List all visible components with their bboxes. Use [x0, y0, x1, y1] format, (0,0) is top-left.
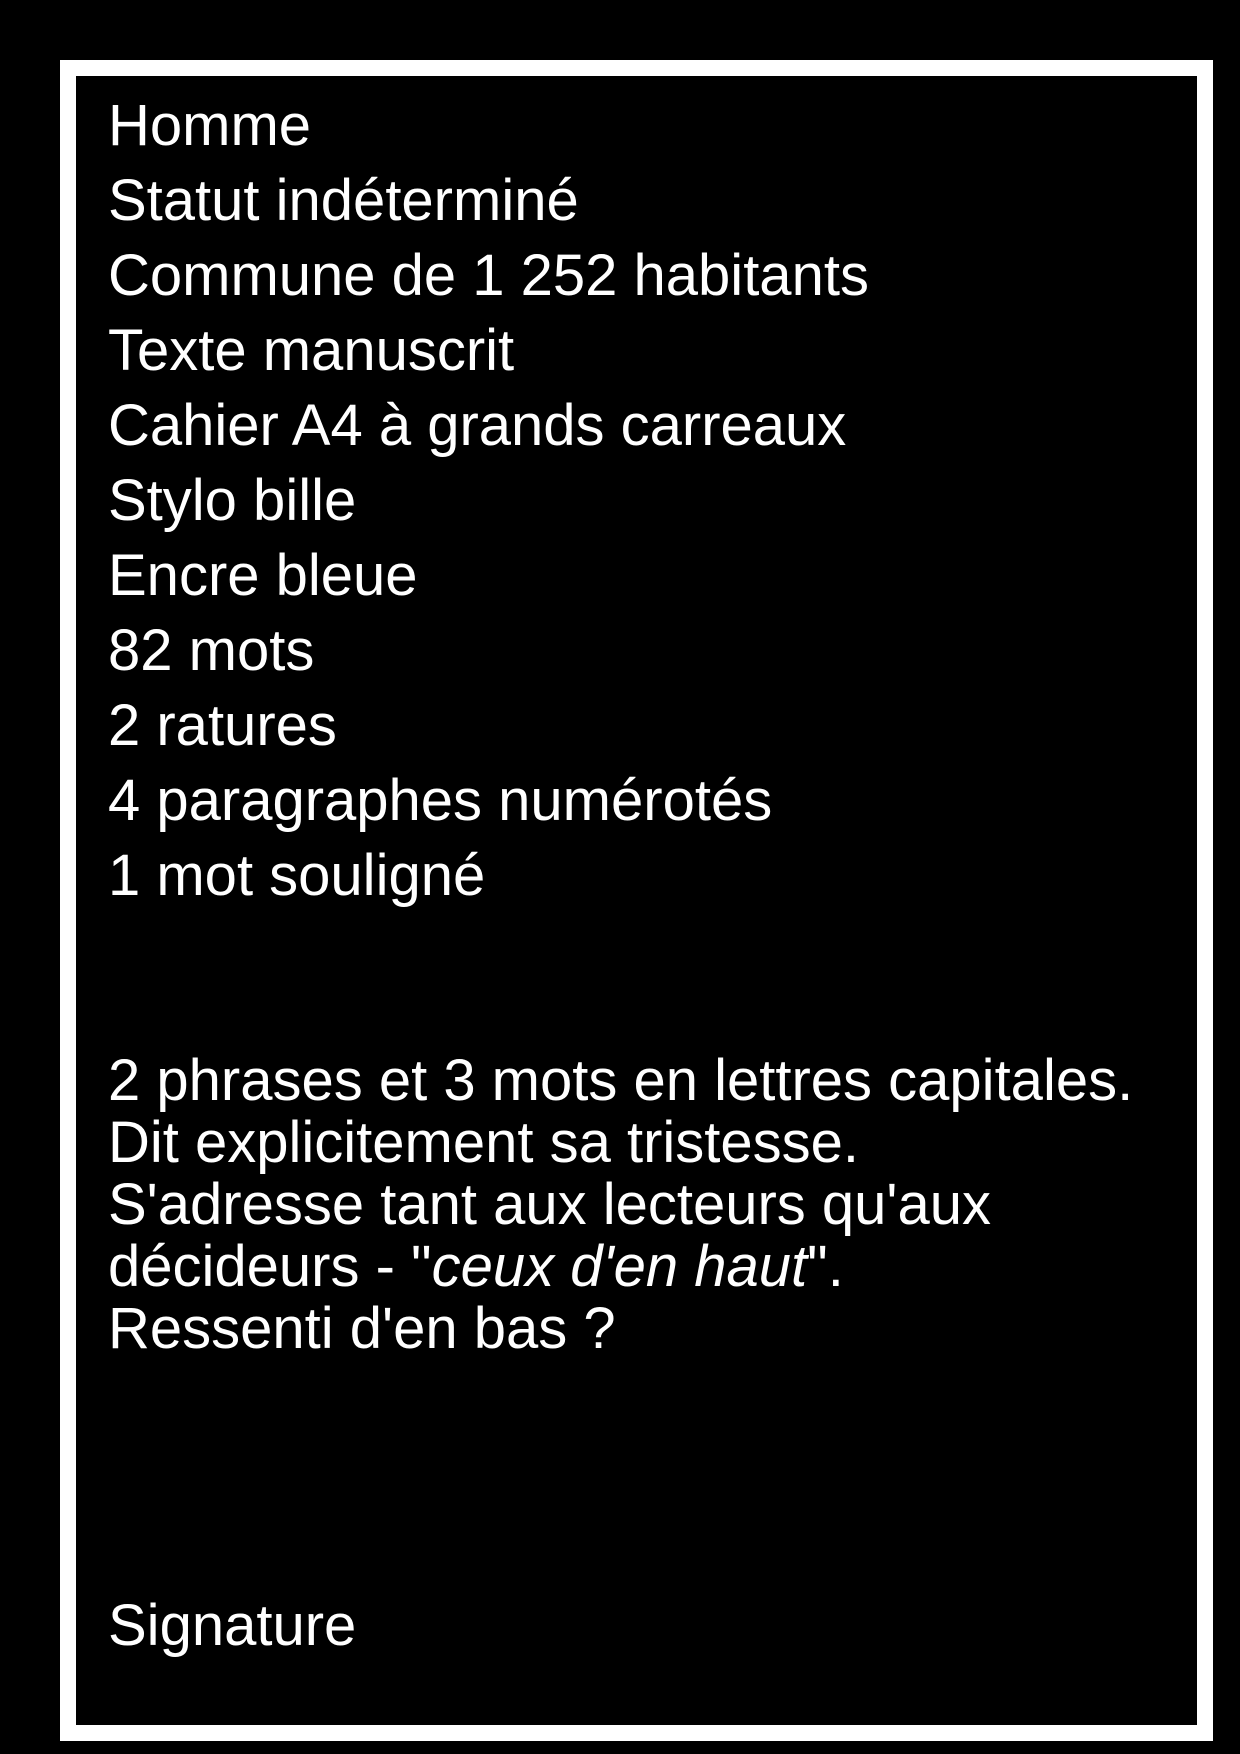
- attribute-list: [108, 88, 1148, 913]
- attribute-underlined: 1 mot souligné: [108, 843, 486, 908]
- notes-line-feeling: Ressenti d'en bas ?: [108, 1296, 616, 1361]
- notes-audience-suffix: ".: [807, 1234, 844, 1299]
- notes-line-sadness: Dit explicitement sa tristesse.: [108, 1110, 860, 1175]
- attribute-pen: Stylo bille: [108, 468, 357, 533]
- attribute-paper: Cahier A4 à grands carreaux: [108, 393, 847, 458]
- attribute-word-count: 82 mots: [108, 618, 315, 683]
- attribute-commune: Commune de 1 252 habitants: [108, 243, 869, 308]
- attribute-paragraphs: 4 paragraphes numérotés: [108, 768, 773, 833]
- notes-line-audience: [108, 1174, 1148, 1298]
- signature-label: Signature: [108, 1593, 357, 1658]
- attribute-status: Statut indéterminé: [108, 168, 579, 233]
- notes-line-capitals: 2 phrases et 3 mots en lettres capitales.: [108, 1048, 1134, 1113]
- document-content: [108, 88, 1148, 913]
- attribute-gender: Homme: [108, 93, 312, 158]
- notes-paragraph: [108, 1050, 1148, 1360]
- attribute-text-type: Texte manuscrit: [108, 318, 515, 383]
- attribute-erasures: 2 ratures: [108, 693, 337, 758]
- notes-audience-quote: ceux d'en haut: [431, 1234, 808, 1299]
- attribute-ink: Encre bleue: [108, 543, 418, 608]
- notes-audience-prefix: S'adresse tant aux lecteurs qu'aux décideurs - ": [108, 1172, 991, 1299]
